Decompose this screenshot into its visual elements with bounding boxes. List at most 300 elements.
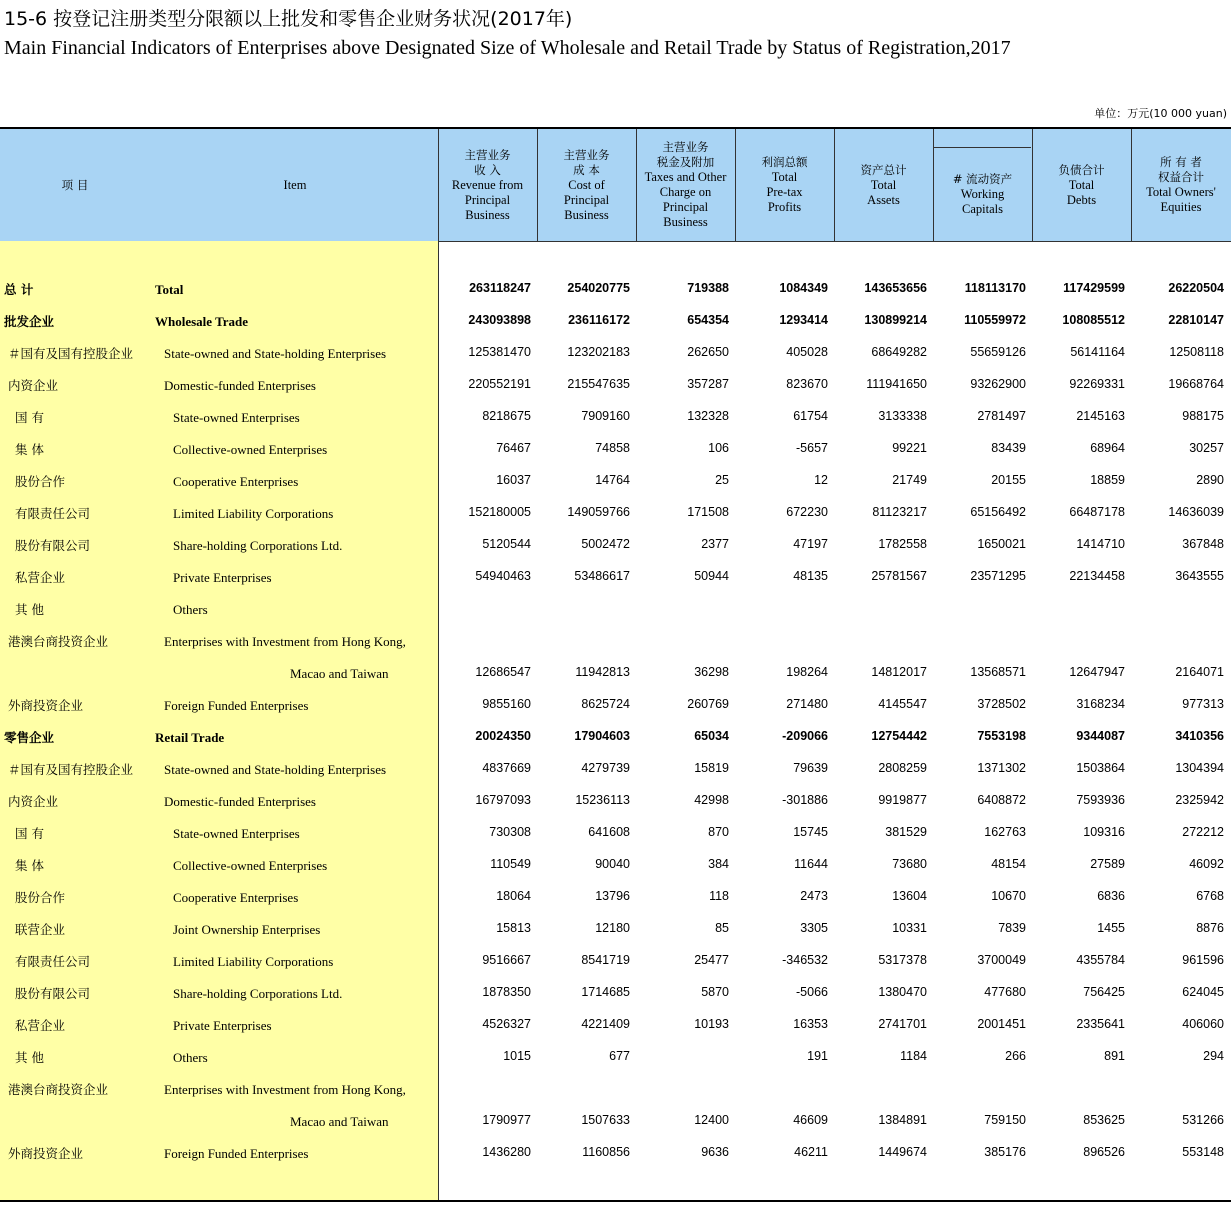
- value-cell: 143653656: [864, 281, 927, 295]
- table-row: [0, 817, 1231, 849]
- value-cell: 2001451: [977, 1017, 1026, 1031]
- value-cell: 553148: [1182, 1145, 1224, 1159]
- value-cell: 853625: [1083, 1113, 1125, 1127]
- table-row: [0, 753, 1231, 785]
- value-cell: 4279739: [581, 761, 630, 775]
- row-label-en: Domestic-funded Enterprises: [164, 378, 316, 393]
- header-col-cn: 所 有 者 权益合计: [1157, 155, 1204, 184]
- row-label-cn: 有限责任公司: [15, 506, 91, 521]
- header-col-en: Total Debts: [1066, 177, 1097, 207]
- value-cell: 65156492: [970, 505, 1026, 519]
- header-col-cn: 负债合计: [1058, 162, 1105, 177]
- row-label-en: Private Enterprises: [173, 570, 272, 585]
- row-label-cn: 外商投资企业: [8, 1146, 84, 1161]
- value-cell: 677: [609, 1049, 630, 1063]
- value-cell: 1384891: [878, 1113, 927, 1127]
- value-cell: 12686547: [475, 665, 531, 679]
- header-col-5: [834, 129, 933, 241]
- header-col-3: [636, 129, 735, 241]
- value-cell: 1293414: [779, 313, 828, 327]
- header-col-cn: 利润总额: [761, 155, 808, 169]
- table-row: [0, 977, 1231, 1009]
- value-cell: -5066: [796, 985, 828, 999]
- value-cell: -209066: [782, 729, 828, 743]
- value-cell: 13604: [892, 889, 927, 903]
- title-english: Main Financial Indicators of Enterprises above Designated Size of Wholesale and Retail Trade by Status of Registration,2017: [4, 37, 1011, 59]
- value-cell: 385176: [984, 1145, 1026, 1159]
- value-cell: 12: [814, 473, 828, 487]
- value-cell: 254020775: [567, 281, 630, 295]
- value-cell: 16353: [793, 1017, 828, 1031]
- value-cell: 5002472: [581, 537, 630, 551]
- row-label-cn: 股份合作: [15, 474, 66, 489]
- value-cell: 4145547: [878, 697, 927, 711]
- value-cell: 162763: [984, 825, 1026, 839]
- value-cell: 18859: [1090, 473, 1125, 487]
- working-capital-subrule: [933, 147, 1031, 148]
- value-cell: 215547635: [567, 377, 630, 391]
- value-cell: 3643555: [1175, 569, 1224, 583]
- row-label-en: Wholesale Trade: [155, 314, 249, 329]
- value-cell: 9919877: [878, 793, 927, 807]
- value-cell: 10331: [892, 921, 927, 935]
- value-cell: 1714685: [581, 985, 630, 999]
- value-cell: 1084349: [779, 281, 828, 295]
- value-cell: 2781497: [977, 409, 1026, 423]
- value-cell: 12180: [595, 921, 630, 935]
- table-row: [0, 1073, 1231, 1105]
- value-cell: 125381470: [468, 345, 531, 359]
- value-cell: 9855160: [482, 697, 531, 711]
- value-cell: 81123217: [872, 505, 927, 519]
- value-cell: 260769: [687, 697, 729, 711]
- value-cell: 384: [708, 857, 729, 871]
- value-cell: 2473: [800, 889, 828, 903]
- table-row: [0, 657, 1231, 689]
- value-cell: 11644: [794, 857, 828, 871]
- row-label-en: Macao and Taiwan: [290, 1114, 389, 1129]
- table-row: [0, 1041, 1231, 1073]
- row-label-cn: ＃国有及国有控股企业: [8, 346, 134, 361]
- value-cell: 759150: [984, 1113, 1026, 1127]
- value-cell: 106: [708, 441, 729, 455]
- header-col-en: Total Owners' Equities: [1146, 185, 1216, 214]
- value-cell: 198264: [786, 665, 828, 679]
- value-cell: 367848: [1182, 537, 1224, 551]
- value-cell: 272212: [1182, 825, 1224, 839]
- value-cell: 46609: [793, 1113, 828, 1127]
- value-cell: 243093898: [468, 313, 531, 327]
- value-cell: 108085512: [1062, 313, 1125, 327]
- title-chinese: 15-6 按登记注册类型分限额以上批发和零售企业财务状况(2017年): [4, 8, 573, 30]
- value-cell: 30257: [1189, 441, 1224, 455]
- table-row: [0, 433, 1231, 465]
- value-cell: 3305: [800, 921, 828, 935]
- table-row: [0, 785, 1231, 817]
- value-cell: 6836: [1097, 889, 1125, 903]
- value-cell: 191: [807, 1049, 828, 1063]
- value-cell: 357287: [687, 377, 729, 391]
- value-cell: 15813: [496, 921, 531, 935]
- row-label-en: Retail Trade: [155, 730, 225, 745]
- header-col-en: Working Capitals: [960, 187, 1005, 216]
- row-label-cn: 其 他: [15, 1050, 44, 1065]
- value-cell: 26220504: [1168, 281, 1224, 295]
- table-row: [0, 881, 1231, 913]
- value-cell: 988175: [1182, 409, 1224, 423]
- value-cell: 27589: [1090, 857, 1125, 871]
- value-cell: 7839: [998, 921, 1026, 935]
- row-label-cn: 内资企业: [8, 794, 59, 809]
- row-label-en: Cooperative Enterprises: [173, 890, 299, 905]
- value-cell: 3700049: [977, 953, 1026, 967]
- header-col-8: [1131, 129, 1231, 241]
- row-label-cn: 股份有限公司: [15, 538, 91, 553]
- table-row: [0, 497, 1231, 529]
- row-label-cn: 有限责任公司: [15, 954, 91, 969]
- value-cell: 118113170: [964, 281, 1026, 295]
- value-cell: 10670: [991, 889, 1026, 903]
- value-cell: 15236113: [575, 793, 630, 807]
- value-cell: 15819: [694, 761, 729, 775]
- value-cell: 1503864: [1076, 761, 1125, 775]
- value-cell: 3168234: [1076, 697, 1125, 711]
- value-cell: 6408872: [977, 793, 1026, 807]
- value-cell: 92269331: [1069, 377, 1125, 391]
- header-divider: [735, 129, 736, 241]
- value-cell: 266: [1005, 1049, 1026, 1063]
- value-cell: 12754442: [871, 729, 927, 743]
- value-cell: 14636039: [1168, 505, 1224, 519]
- value-cell: 4221409: [581, 1017, 630, 1031]
- header-divider: [1032, 129, 1033, 241]
- header-col-en: Taxes and Other Charge on Principal Business: [644, 170, 727, 229]
- row-label-en: Foreign Funded Enterprises: [164, 698, 309, 713]
- value-cell: 118: [709, 889, 729, 903]
- value-cell: 12400: [694, 1113, 729, 1127]
- value-cell: 19668764: [1168, 377, 1224, 391]
- value-cell: 5120544: [482, 537, 531, 551]
- header-col-en: Total Assets: [867, 177, 900, 207]
- value-cell: 9516667: [482, 953, 531, 967]
- value-cell: 1436280: [482, 1145, 531, 1159]
- row-label-cn: 私营企业: [15, 570, 66, 585]
- row-label-en: Collective-owned Enterprises: [173, 858, 328, 873]
- value-cell: 1507633: [581, 1113, 630, 1127]
- value-cell: 16037: [496, 473, 531, 487]
- value-cell: 22134458: [1069, 569, 1125, 583]
- table-row: [0, 273, 1231, 305]
- value-cell: 20024350: [475, 729, 531, 743]
- value-cell: 654354: [687, 313, 729, 327]
- value-cell: 5317378: [878, 953, 927, 967]
- table-row: [0, 305, 1231, 337]
- value-cell: 66487178: [1069, 505, 1125, 519]
- header-col-cn: 主营业务 税金及附加: [656, 140, 715, 169]
- value-cell: -346532: [782, 953, 828, 967]
- value-cell: 1015: [503, 1049, 531, 1063]
- financial-table: [0, 127, 1231, 1202]
- value-cell: 730308: [489, 825, 531, 839]
- value-cell: 7909160: [581, 409, 630, 423]
- header-divider: [834, 129, 835, 241]
- value-cell: 1790977: [482, 1113, 531, 1127]
- header-col-4: [735, 129, 834, 241]
- value-cell: 25: [715, 473, 729, 487]
- value-cell: 2335641: [1076, 1017, 1125, 1031]
- header-col-cn: 资产总计: [860, 162, 907, 177]
- row-label-cn: 集 体: [15, 858, 44, 873]
- header-col-6: [933, 148, 1032, 241]
- row-label-en: Enterprises with Investment from Hong Kong,: [164, 634, 406, 649]
- value-cell: 61754: [793, 409, 828, 423]
- value-cell: 1184: [900, 1049, 927, 1063]
- header-col-cn: 主营业务 成 本: [563, 147, 610, 177]
- value-cell: 18064: [496, 889, 531, 903]
- value-cell: 16797093: [475, 793, 531, 807]
- value-cell: 23571295: [970, 569, 1026, 583]
- value-cell: 961596: [1182, 953, 1224, 967]
- table-row: [0, 401, 1231, 433]
- value-cell: 25477: [694, 953, 729, 967]
- row-label-en: Share-holding Corporations Ltd.: [173, 986, 343, 1001]
- value-cell: 823670: [786, 377, 828, 391]
- value-cell: 99221: [892, 441, 927, 455]
- table-row: [0, 369, 1231, 401]
- value-cell: 83439: [991, 441, 1026, 455]
- value-cell: 149059766: [567, 505, 630, 519]
- value-cell: 3410356: [1175, 729, 1224, 743]
- row-label-cn: 联营企业: [15, 922, 66, 937]
- value-cell: 110549: [490, 857, 531, 871]
- value-cell: 672230: [786, 505, 828, 519]
- table-row: [0, 625, 1231, 657]
- value-cell: 531266: [1182, 1113, 1224, 1127]
- value-cell: 12647947: [1069, 665, 1125, 679]
- value-cell: 65034: [694, 729, 729, 743]
- value-cell: 46211: [794, 1145, 828, 1159]
- value-cell: 2377: [701, 537, 729, 551]
- value-cell: 2145163: [1076, 409, 1125, 423]
- value-cell: 477680: [984, 985, 1026, 999]
- value-cell: 25781567: [871, 569, 927, 583]
- row-label-cn: 港澳台商投资企业: [8, 634, 109, 649]
- value-cell: 53486617: [574, 569, 630, 583]
- header-col-2: [537, 129, 636, 241]
- value-cell: 1304394: [1175, 761, 1224, 775]
- value-cell: 152180005: [468, 505, 531, 519]
- row-label-cn: 批发企业: [4, 314, 55, 329]
- value-cell: 42998: [694, 793, 729, 807]
- value-cell: 2741701: [878, 1017, 927, 1031]
- value-cell: 2164071: [1175, 665, 1224, 679]
- unit-label: 单位：万元(10 000 yuan): [1094, 107, 1227, 120]
- value-cell: 1160856: [582, 1145, 630, 1159]
- row-label-en: Others: [173, 1050, 208, 1065]
- header-divider: [636, 129, 637, 241]
- table-row: [0, 849, 1231, 881]
- value-cell: 236116172: [568, 313, 630, 327]
- header-col-7: [1032, 129, 1131, 241]
- value-cell: 48154: [991, 857, 1026, 871]
- table-row: [0, 337, 1231, 369]
- value-cell: 3728502: [977, 697, 1026, 711]
- value-cell: 1414710: [1076, 537, 1125, 551]
- row-label-cn: 其 他: [15, 602, 44, 617]
- table-row: [0, 721, 1231, 753]
- header-col-1: [438, 129, 537, 241]
- value-cell: 1449674: [878, 1145, 927, 1159]
- table-row: [0, 1009, 1231, 1041]
- row-label-en: Share-holding Corporations Ltd.: [173, 538, 343, 553]
- value-cell: 8218675: [482, 409, 531, 423]
- value-cell: 1782558: [878, 537, 927, 551]
- value-cell: -5657: [796, 441, 828, 455]
- value-cell: 1650021: [977, 537, 1026, 551]
- value-cell: 48135: [793, 569, 828, 583]
- header-col-en: Total Pre-tax Profits: [766, 170, 803, 214]
- value-cell: 624045: [1182, 985, 1224, 999]
- table-row: [0, 945, 1231, 977]
- value-cell: 36298: [694, 665, 729, 679]
- header-col-cn: # 流动资产: [952, 172, 1013, 186]
- value-cell: 641608: [588, 825, 630, 839]
- value-cell: 21749: [892, 473, 927, 487]
- value-cell: 56141164: [1070, 345, 1125, 359]
- value-cell: 68964: [1090, 441, 1125, 455]
- value-cell: 1878350: [482, 985, 531, 999]
- header-divider: [537, 129, 538, 241]
- row-label-cn: 国 有: [15, 410, 44, 425]
- value-cell: 22810147: [1168, 313, 1224, 327]
- row-label-en: Collective-owned Enterprises: [173, 442, 328, 457]
- table-row: [0, 913, 1231, 945]
- value-cell: 977313: [1182, 697, 1224, 711]
- value-cell: 870: [708, 825, 729, 839]
- value-cell: 294: [1203, 1049, 1224, 1063]
- header-item-en: Item: [283, 177, 307, 192]
- row-label-en: Total: [155, 282, 184, 297]
- value-cell: 1371302: [977, 761, 1026, 775]
- value-cell: 171508: [687, 505, 729, 519]
- value-cell: 79639: [793, 761, 828, 775]
- value-cell: 10193: [694, 1017, 729, 1031]
- value-cell: 4355784: [1076, 953, 1125, 967]
- row-label-en: State-owned and State-holding Enterprises: [164, 762, 387, 777]
- value-cell: 1380470: [878, 985, 927, 999]
- table-row: [0, 1105, 1231, 1137]
- value-cell: 9344087: [1076, 729, 1125, 743]
- value-cell: 76467: [496, 441, 531, 455]
- table-row: [0, 593, 1231, 625]
- value-cell: 271480: [786, 697, 828, 711]
- row-label-en: Private Enterprises: [173, 1018, 272, 1033]
- value-cell: 117429599: [1063, 281, 1125, 295]
- row-label-cn: 股份合作: [15, 890, 66, 905]
- row-label-en: Domestic-funded Enterprises: [164, 794, 316, 809]
- value-cell: 110559972: [964, 313, 1026, 327]
- row-label-en: State-owned Enterprises: [173, 826, 300, 841]
- header-divider: [933, 147, 934, 241]
- value-cell: 47197: [793, 537, 828, 551]
- table-row: [0, 529, 1231, 561]
- value-cell: 4837669: [482, 761, 531, 775]
- value-cell: 13796: [595, 889, 630, 903]
- value-cell: 55659126: [970, 345, 1026, 359]
- row-label-cn: 总 计: [4, 282, 34, 297]
- value-cell: 132328: [687, 409, 729, 423]
- value-cell: 93262900: [970, 377, 1026, 391]
- value-cell: 20155: [991, 473, 1026, 487]
- value-cell: 263118247: [469, 281, 531, 295]
- value-cell: 68649282: [871, 345, 927, 359]
- value-cell: 2325942: [1175, 793, 1224, 807]
- value-cell: 123202183: [567, 345, 630, 359]
- row-label-cn: 股份有限公司: [15, 986, 91, 1001]
- row-label-en: State-owned Enterprises: [173, 410, 300, 425]
- value-cell: 8876: [1196, 921, 1224, 935]
- row-label-en: Joint Ownership Enterprises: [173, 922, 321, 937]
- header-col-cn: 主营业务 收 入: [464, 147, 511, 177]
- value-cell: 5870: [701, 985, 729, 999]
- value-cell: -301886: [782, 793, 828, 807]
- row-label-en: State-owned and State-holding Enterprises: [164, 346, 387, 361]
- value-cell: 719388: [687, 281, 729, 295]
- row-label-en: Limited Liability Corporations: [173, 506, 334, 521]
- value-cell: 15745: [793, 825, 828, 839]
- table-row: [0, 689, 1231, 721]
- value-cell: 73680: [892, 857, 927, 871]
- value-cell: 406060: [1182, 1017, 1224, 1031]
- value-cell: 2890: [1196, 473, 1224, 487]
- value-cell: 262650: [687, 345, 729, 359]
- value-cell: 756425: [1083, 985, 1125, 999]
- table-header: [0, 129, 1231, 242]
- value-cell: 220552191: [468, 377, 531, 391]
- row-label-cn: 外商投资企业: [8, 698, 84, 713]
- value-cell: 8625724: [581, 697, 630, 711]
- row-label-en: Others: [173, 602, 208, 617]
- value-cell: 1455: [1097, 921, 1125, 935]
- table-row: [0, 465, 1231, 497]
- value-cell: 3133338: [878, 409, 927, 423]
- value-cell: 14812017: [871, 665, 927, 679]
- value-cell: 109316: [1083, 825, 1125, 839]
- value-cell: 7593936: [1076, 793, 1125, 807]
- header-item-cn: 项 目: [61, 177, 89, 192]
- value-cell: 2808259: [878, 761, 927, 775]
- value-cell: 11942813: [575, 665, 630, 679]
- header-divider: [1131, 129, 1132, 241]
- value-cell: 46092: [1189, 857, 1224, 871]
- value-cell: 7553198: [977, 729, 1026, 743]
- row-label-en: Macao and Taiwan: [290, 666, 389, 681]
- value-cell: 13568571: [970, 665, 1026, 679]
- value-cell: 17904603: [574, 729, 630, 743]
- value-cell: 130899214: [864, 313, 927, 327]
- row-label-cn: ＃国有及国有控股企业: [8, 762, 134, 777]
- value-cell: 896526: [1083, 1145, 1125, 1159]
- value-cell: 891: [1104, 1049, 1125, 1063]
- value-cell: 111941650: [866, 377, 927, 391]
- value-cell: 74858: [595, 441, 630, 455]
- value-cell: 90040: [595, 857, 630, 871]
- value-cell: 12508118: [1169, 345, 1224, 359]
- value-cell: 50944: [694, 569, 729, 583]
- row-label-cn: 国 有: [15, 826, 44, 841]
- table-row: [0, 1137, 1231, 1169]
- value-cell: 54940463: [475, 569, 531, 583]
